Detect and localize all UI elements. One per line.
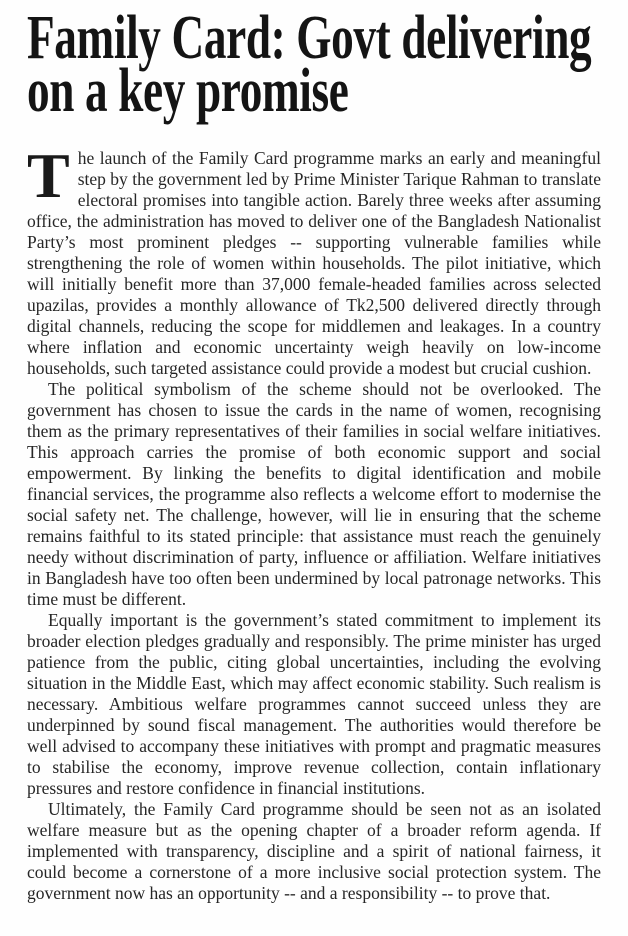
paragraph-1: [27, 140, 601, 379]
drop-cap: T: [27, 140, 70, 211]
headline-line-1: Family Card: Govt delivering: [27, 4, 592, 72]
headline-line-2: on a key promise: [27, 57, 349, 125]
headline-text: [27, 4, 592, 125]
paragraph-1-text: he launch of the Family Card programme marks an early and meaningful step by the government led by Prime Minister Tarique Rahman to translate electoral promises into tangible action. Barely three weeks after assuming office, the administration has moved to deliver one of the Bangladesh Nationalist Party’s most prominent pledges -- supporting vulnerable families while strengthening the role of women within households. The pilot initiative, which will initially benefit more than 37,000 female-headed families across selected upazilas, provides a monthly allowance of Tk2,500 delivered directly through digital channels, reducing the scope for middlemen and leakages. In a country where inflation and economic uncertainty weigh heavily on low-income households, such targeted assistance could provide a modest but crucial cushion.: [27, 148, 601, 378]
headline: [27, 4, 601, 125]
paragraph-2: The political symbolism of the scheme should not be overlooked. The government has chosen to issue the cards in the name of women, recognising them as the primary representatives of their families in social welfare initiatives. This approach carries the promise of both economic support and social empowerment. By linking the benefits to digital identification and mobile financial services, the programme also reflects a welcome effort to modernise the social safety net. The challenge, however, will lie in ensuring that the scheme remains faithful to its stated principle: that assistance must reach the genuinely needy without discrimination of party, influence or affiliation. Welfare initiatives in Bangladesh have too often been undermined by local patronage networks. This time must be different.: [27, 379, 601, 609]
paragraph-3: Equally important is the government’s stated commitment to implement its broader election pledges gradually and responsibly. The prime minister has urged patience from the public, citing global uncertainties, including the evolving situation in the Middle East, which may affect economic stability. Such realism is necessary. Ambitious welfare programmes cannot succeed unless they are underpinned by sound fiscal management. The authorities would therefore be well advised to accompany these initiatives with prompt and pragmatic measures to stabilise the economy, improve revenue collection, contain inflationary pressures and restore confidence in financial institutions.: [27, 610, 601, 798]
paragraph-4: Ultimately, the Family Card programme should be seen not as an isolated welfare measure but as the opening chapter of a broader reform agenda. If implemented with transparency, discipline and a spirit of national fairness, it could become a cornerstone of a more inclusive social protection system. The government now has an opportunity -- and a responsibility -- to prove that.: [27, 799, 601, 903]
article-body: [27, 140, 601, 904]
